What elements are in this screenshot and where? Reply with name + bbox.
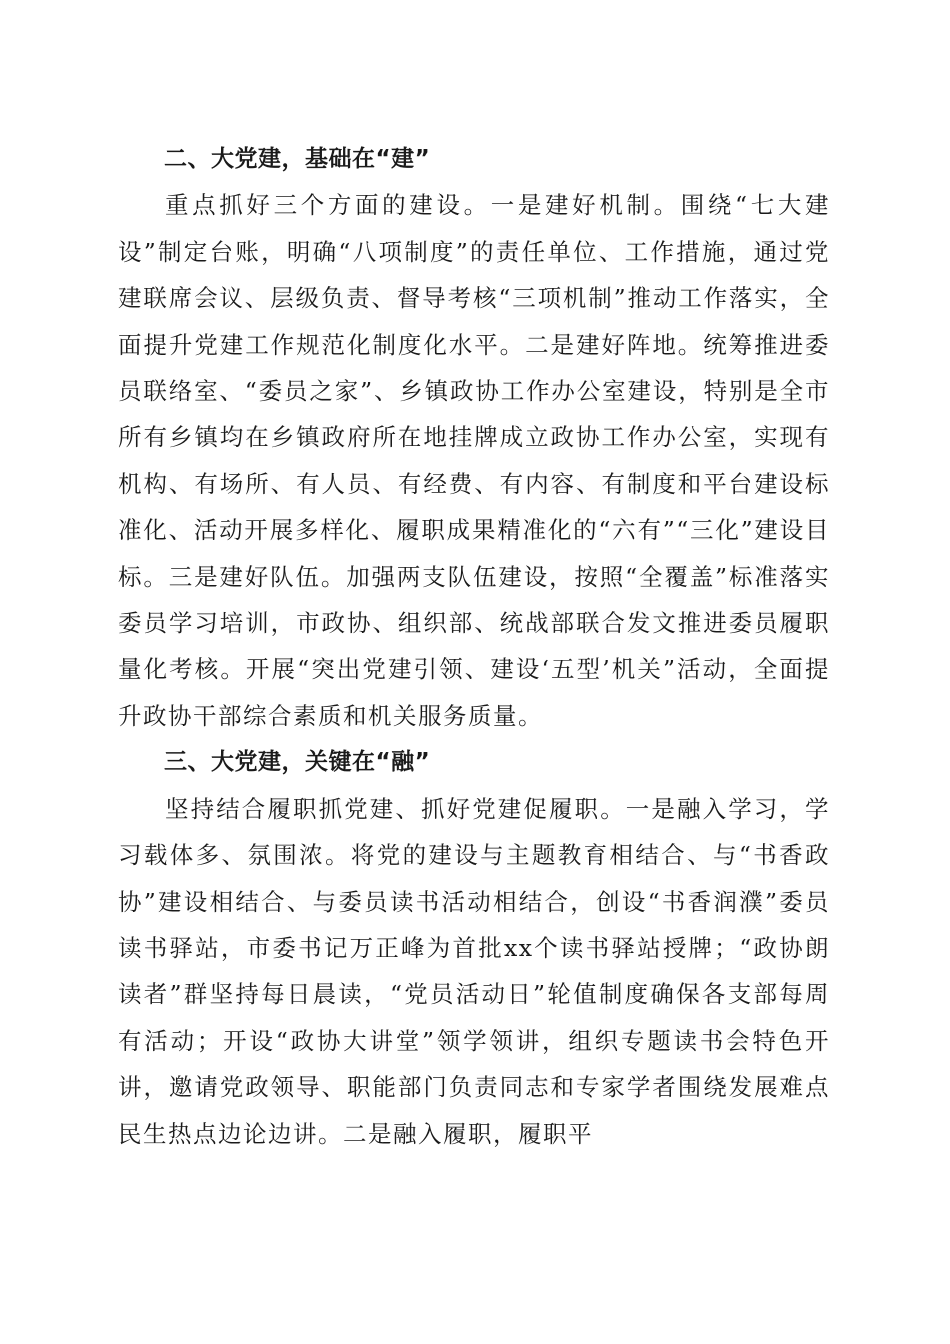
section-3-heading: 三、大党建，关键在“融” <box>164 749 431 776</box>
document-content <box>118 136 830 1157</box>
section-3-body: 坚持结合履职抓党建、抓好党建促履职。一是融入学习，学习载体多、氛围浓。将党的建设与主题教育相结合、与“书香政协”建设相结合、与委员读书活动相结合，创设“书香润濮”委员读书驿站，市委书记万正峰为首批xx个读书驿站授牌；“政协朗读者”群坚持每日晨读，“党员活动日”轮值制度确保各支部每周有活动；开设“政协大讲堂”领学领讲，组织专题读书会特色开讲，邀请党政领导、职能部门负责同志和专家学者围绕发展难点民生热点边论边讲。二是融入履职，履职平 <box>118 794 830 1148</box>
section-2-body: 重点抓好三个方面的建设。一是建好机制。围绕“七大建设”制定台账，明确“八项制度”的责任单位、工作措施，通过党建联席会议、层级负责、督导考核“三项机制”推动工作落实，全面提升党建工作规范化制度化水平。二是建好阵地。统筹推进委员联络室、“委员之家”、乡镇政协工作办公室建设，特别是全市所有乡镇均在乡镇政府所在地挂牌成立政协工作办公室，实现有机构、有场所、有人员、有经费、有内容、有制度和平台建设标准化、活动开展多样化、履职成果精准化的“六有”“三化”建设目标。三是建好队伍。加强两支队伍建设，按照“全覆盖”标准落实委员学习培训，市政协、组织部、统战部联合发文推进委员履职量化考核。开展“突出党建引领、建设‘五型’机关”活动，全面提升政协干部综合素质和机关服务质量。 <box>118 191 830 730</box>
section-2-heading: 二、大党建，基础在“建” <box>164 146 431 172</box>
